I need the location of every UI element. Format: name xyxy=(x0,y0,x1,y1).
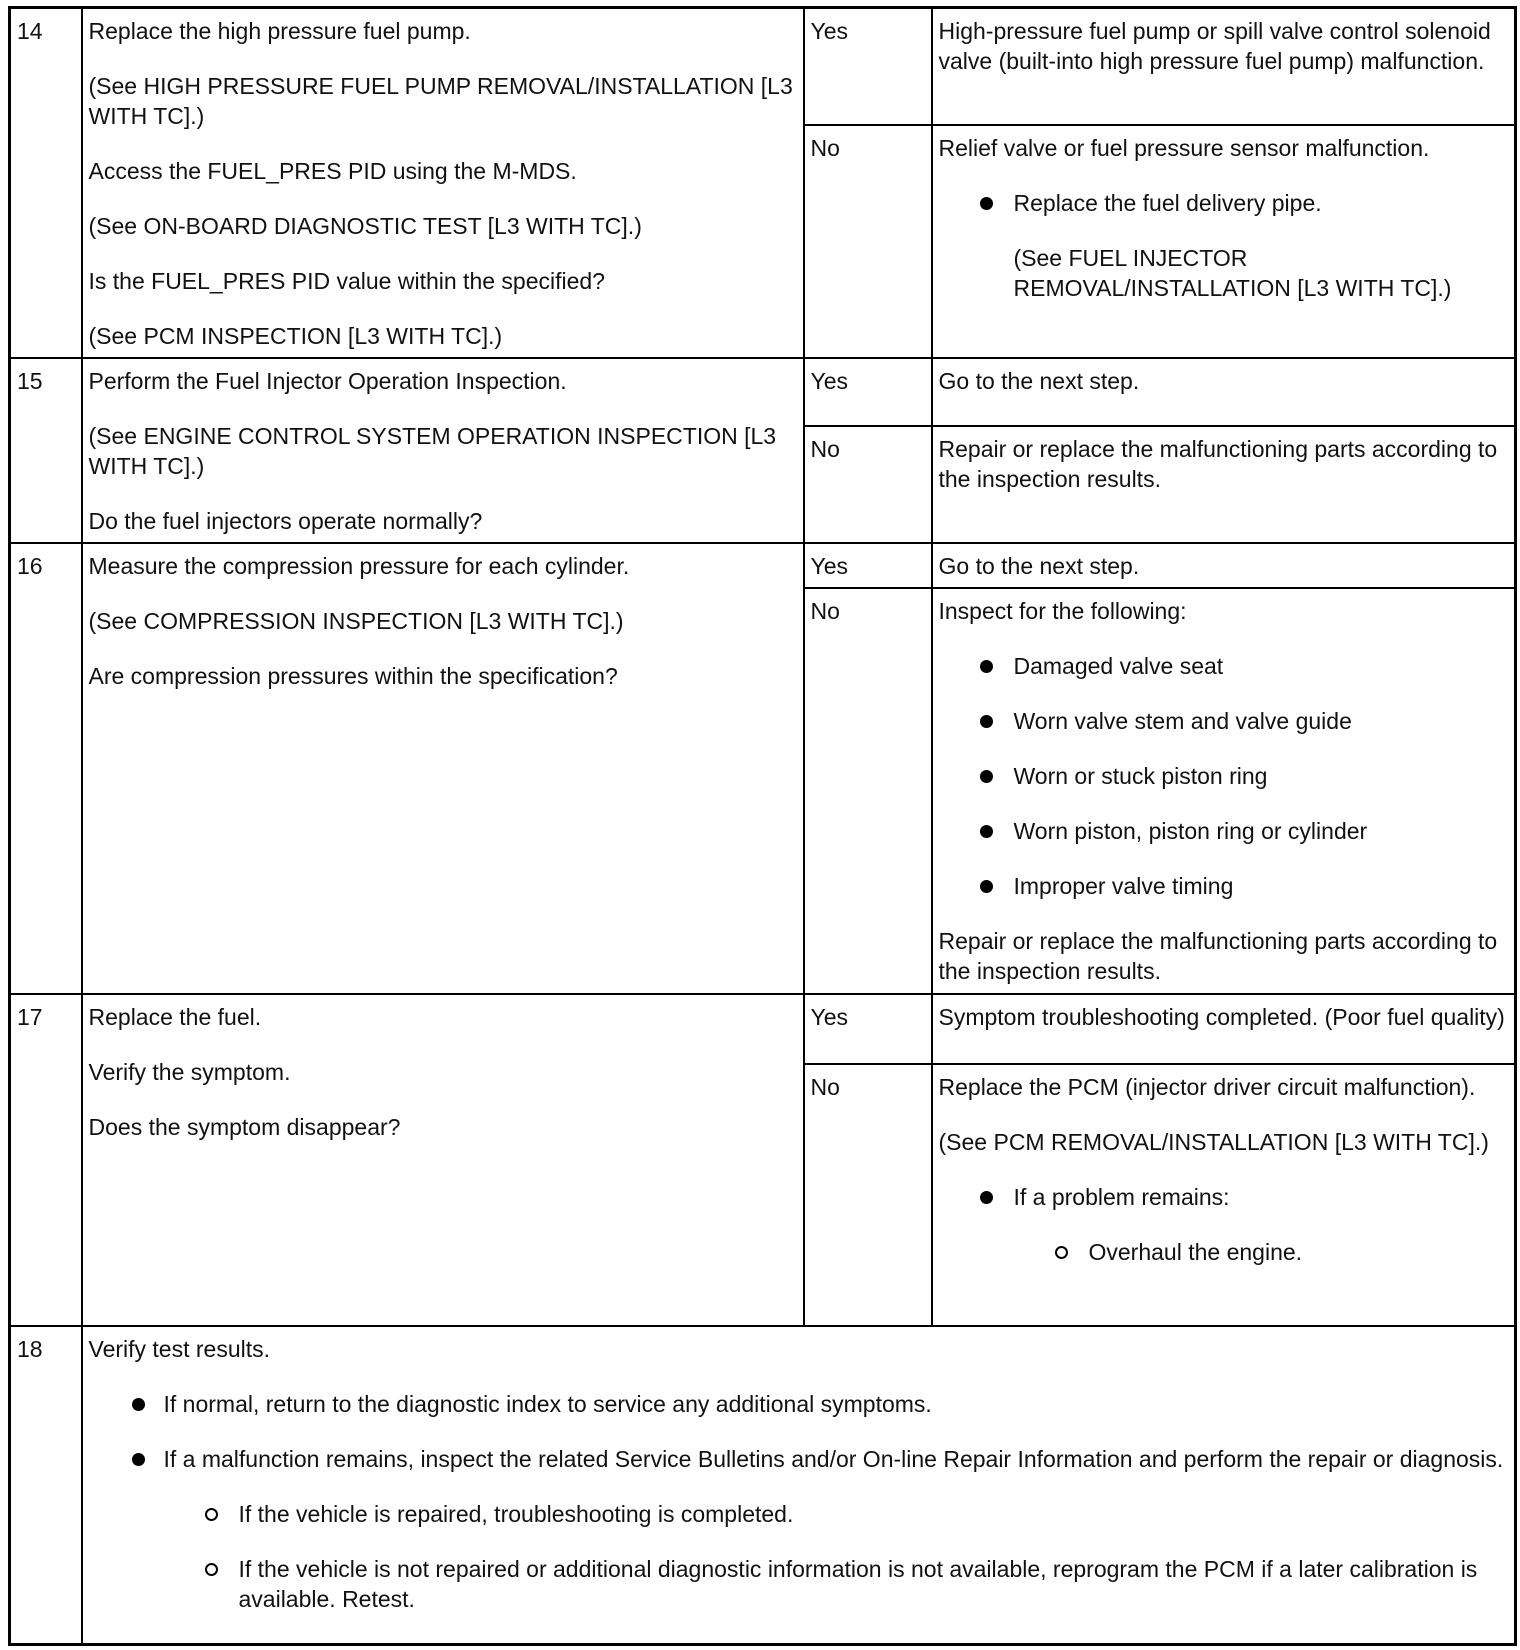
action-line: Do the fuel injectors operate normally? xyxy=(88,508,483,535)
result-yes-label: Yes xyxy=(804,994,932,1064)
action-line: Does the symptom disappear? xyxy=(88,1113,401,1140)
bullet-list xyxy=(89,1389,1509,1614)
action-line: Replace the high pressure fuel pump. xyxy=(88,18,471,44)
result-no-label: No xyxy=(804,426,932,543)
result-no-text: Replace the PCM (injector driver circuit malfunction). xyxy=(938,1073,1476,1100)
step-number: 14 xyxy=(10,8,82,359)
result-no-label: No xyxy=(804,1064,932,1326)
list-item-text: If a malfunction remains, inspect the related Service Bulletins and/or On-line Repair Information and perform the repair or diagnosis. xyxy=(163,1446,1504,1473)
result-yes-text: Symptom troubleshooting completed. (Poor fuel quality) xyxy=(932,994,1516,1064)
result-no-label: No xyxy=(804,125,932,358)
bullet-list xyxy=(939,188,1509,303)
step-action xyxy=(82,358,804,543)
step-number: 16 xyxy=(10,543,82,993)
list-item xyxy=(89,1444,1509,1614)
table-row-step-18 xyxy=(10,1326,1516,1644)
result-no-cell xyxy=(932,1064,1516,1326)
list-item: Damaged valve seat xyxy=(939,651,1509,681)
step-number: 17 xyxy=(10,994,82,1326)
result-yes-text: Go to the next step. xyxy=(932,543,1516,588)
sub-list xyxy=(164,1499,1509,1614)
result-no-cell xyxy=(932,588,1516,993)
list-item: Worn piston, piston ring or cylinder xyxy=(939,816,1509,846)
sub-list-item: If the vehicle is repaired, troubleshooting is completed. xyxy=(164,1499,1509,1529)
list-item: If normal, return to the diagnostic index to service any additional symptoms. xyxy=(89,1389,1509,1419)
result-yes-label: Yes xyxy=(804,543,932,588)
result-yes-text: Go to the next step. xyxy=(932,358,1516,426)
diagnostic-table xyxy=(8,6,1517,1646)
table-row-step-15 xyxy=(10,358,1516,426)
result-yes-label: Yes xyxy=(804,8,932,126)
table-row-step-17 xyxy=(10,994,1516,1064)
list-item: Worn or stuck piston ring xyxy=(939,761,1509,791)
bullet-list xyxy=(939,1182,1509,1267)
action-line: Perform the Fuel Injector Operation Inspection. xyxy=(88,368,567,395)
step-number: 15 xyxy=(10,358,82,543)
step-action xyxy=(82,543,804,993)
result-no-ref: (See PCM REMOVAL/INSTALLATION [L3 WITH TC].) xyxy=(938,1128,1489,1155)
action-line: Verify test results. xyxy=(88,1336,271,1363)
result-no-label: No xyxy=(804,588,932,993)
result-no-text: Relief valve or fuel pressure sensor malfunction. xyxy=(938,135,1430,162)
step-action xyxy=(82,994,804,1326)
action-line: Measure the compression pressure for each cylinder. xyxy=(88,553,630,580)
list-item-ref: (See FUEL INJECTOR REMOVAL/INSTALLATION [L3 WITH TC].) xyxy=(1013,245,1452,302)
result-no-text: Repair or replace the malfunctioning parts according to the inspection results. xyxy=(932,426,1516,543)
result-yes-text: High-pressure fuel pump or spill valve control solenoid valve (built-into high pressure fuel pump) malfunction. xyxy=(932,8,1516,126)
list-item xyxy=(939,1182,1509,1267)
result-no-text: Inspect for the following: xyxy=(938,598,1187,625)
action-line: (See ON-BOARD DIAGNOSTIC TEST [L3 WITH TC].) xyxy=(88,213,642,239)
list-item: Improper valve timing xyxy=(939,871,1509,901)
table-row-step-16 xyxy=(10,543,1516,588)
action-line: Are compression pressures within the specification? xyxy=(88,663,618,690)
step-number: 18 xyxy=(10,1326,82,1644)
action-line: (See HIGH PRESSURE FUEL PUMP REMOVAL/INSTALLATION [L3 WITH TC].) xyxy=(88,73,793,129)
action-line: (See PCM INSPECTION [L3 WITH TC].) xyxy=(88,323,503,349)
result-no-cell xyxy=(932,125,1516,358)
bullet-list xyxy=(939,651,1509,901)
list-item: Worn valve stem and valve guide xyxy=(939,706,1509,736)
table-row-step-14 xyxy=(10,8,1516,126)
sub-list-item: Overhaul the engine. xyxy=(1014,1237,1509,1267)
list-item xyxy=(939,188,1509,303)
action-line: Access the FUEL_PRES PID using the M-MDS. xyxy=(88,158,577,184)
step-action xyxy=(82,8,804,359)
action-line: (See COMPRESSION INSPECTION [L3 WITH TC].) xyxy=(88,608,624,635)
list-item-text: Replace the fuel delivery pipe. xyxy=(1013,190,1322,217)
action-line: Is the FUEL_PRES PID value within the specified? xyxy=(88,268,605,294)
action-line: (See ENGINE CONTROL SYSTEM OPERATION INSPECTION [L3 WITH TC].) xyxy=(88,423,777,480)
action-line: Verify the symptom. xyxy=(88,1058,291,1085)
result-yes-label: Yes xyxy=(804,358,932,426)
sub-list-item: If the vehicle is not repaired or additional diagnostic information is not available, reprogram the PCM if a later calibration is available. Retest. xyxy=(164,1554,1509,1614)
sub-list xyxy=(1014,1237,1509,1267)
result-no-after: Repair or replace the malfunctioning parts according to the inspection results. xyxy=(938,928,1498,985)
action-line: Replace the fuel. xyxy=(88,1003,262,1030)
list-item-text: If a problem remains: xyxy=(1013,1183,1230,1210)
step-action xyxy=(82,1326,1516,1644)
